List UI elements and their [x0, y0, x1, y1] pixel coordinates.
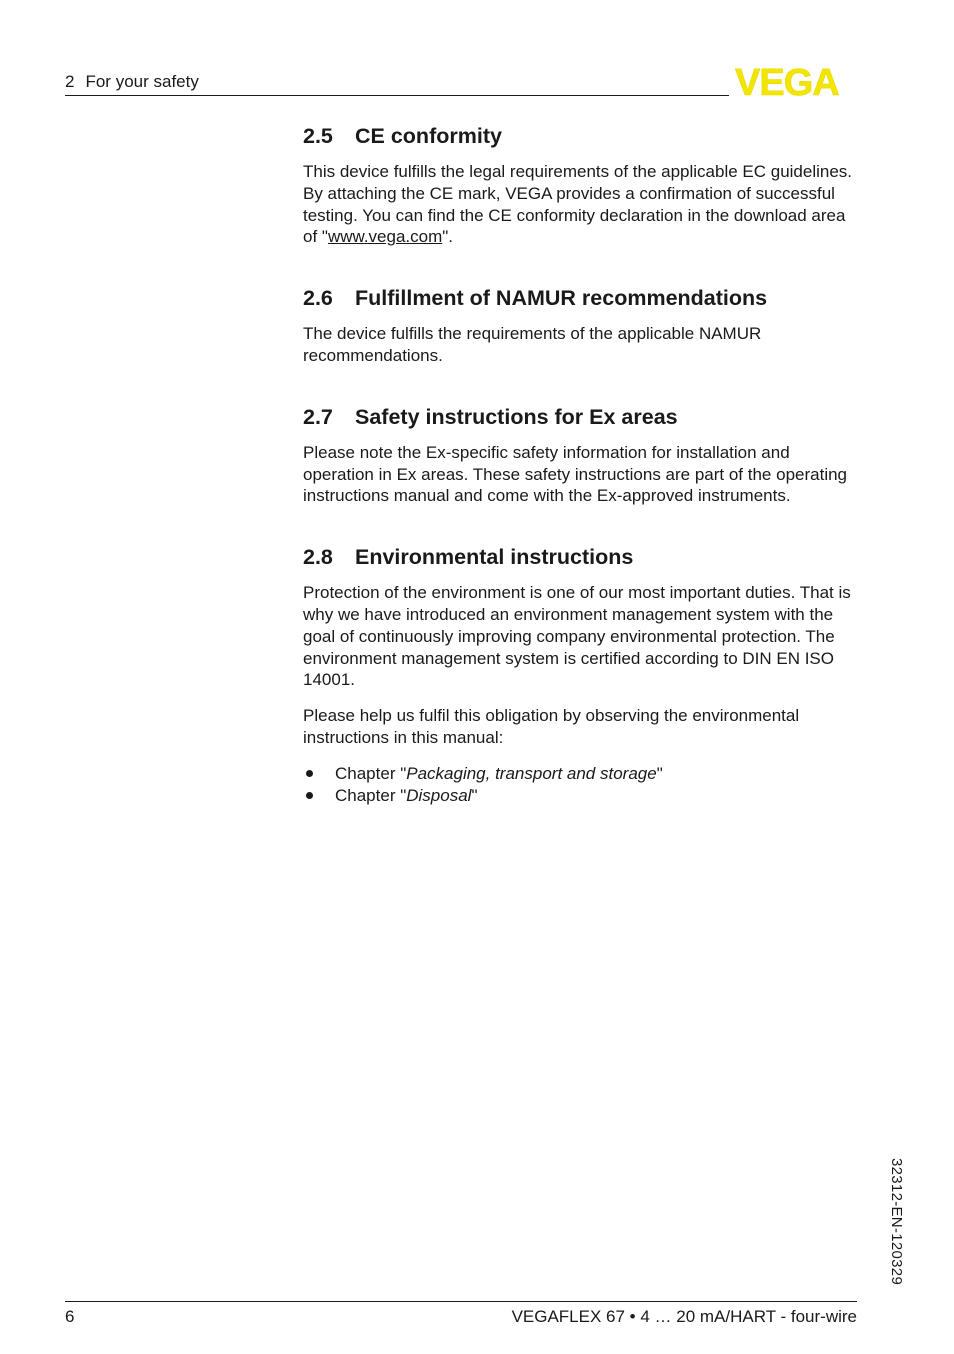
- vega-website-link[interactable]: www.vega.com: [327, 227, 443, 247]
- section-ex-areas: [303, 401, 863, 507]
- document-code: 32312-EN-120329: [888, 1158, 905, 1286]
- page-number: 6: [65, 1307, 75, 1326]
- section-paragraph: Please help us fulfil this obligation by observing the environmental instructions in this manual:: [303, 706, 800, 747]
- section-paragraph: The device fulfills the requirements of the applicable NAMUR recommendations.: [303, 324, 762, 365]
- section-heading: 2.5 CE conformity: [303, 124, 502, 148]
- bullet-icon: [306, 792, 313, 799]
- list-item: Chapter "Packaging, transport and storage": [303, 763, 863, 785]
- section-heading: 2.7 Safety instructions for Ex areas: [303, 404, 678, 429]
- header-divider: [65, 95, 729, 96]
- header-chapter-title: For your safety: [85, 72, 199, 91]
- chapter-reference: Disposal: [406, 785, 472, 805]
- running-header: [65, 72, 199, 92]
- footer-product-name: VEGAFLEX 67 • 4 … 20 mA/HART - four-wire: [511, 1307, 857, 1326]
- section-paragraph: This device fulfills the legal requirements of the applicable EC guidelines. By attaching the CE mark, VEGA provides a confirmation of successful testing. You can find the CE conformity declaration in the download area of "www.vega.com".: [303, 162, 853, 247]
- section-paragraph: Please note the Ex-specific safety information for installation and operation in Ex areas. These safety instructions are part of the operating instructions manual and come with the Ex-approved instruments.: [303, 442, 847, 506]
- footer-divider: [65, 1301, 857, 1302]
- chapter-reference: Packaging, transport and storage: [406, 763, 657, 783]
- section-heading: 2.6 Fulfillment of NAMUR recommendations: [303, 286, 768, 311]
- section-heading: 2.8 Environmental instructions: [303, 545, 634, 570]
- section-namur: [303, 282, 863, 367]
- logo-text: VEGA: [735, 66, 839, 98]
- chapter-reference-list: [303, 763, 863, 807]
- section-ce-conformity: [303, 120, 863, 248]
- vega-logo: [735, 66, 859, 103]
- section-paragraph: Protection of the environment is one of our most important duties. That is why we have introduced an environment management system with the goal of continuously improving company environmental protection. The environment management system is certified according to DIN EN ISO 14001.: [303, 583, 851, 690]
- main-content: [303, 120, 863, 807]
- header-chapter-number: 2: [65, 72, 75, 91]
- list-item: Chapter "Disposal": [303, 785, 863, 807]
- section-environmental: [303, 541, 863, 807]
- bullet-icon: [306, 770, 313, 777]
